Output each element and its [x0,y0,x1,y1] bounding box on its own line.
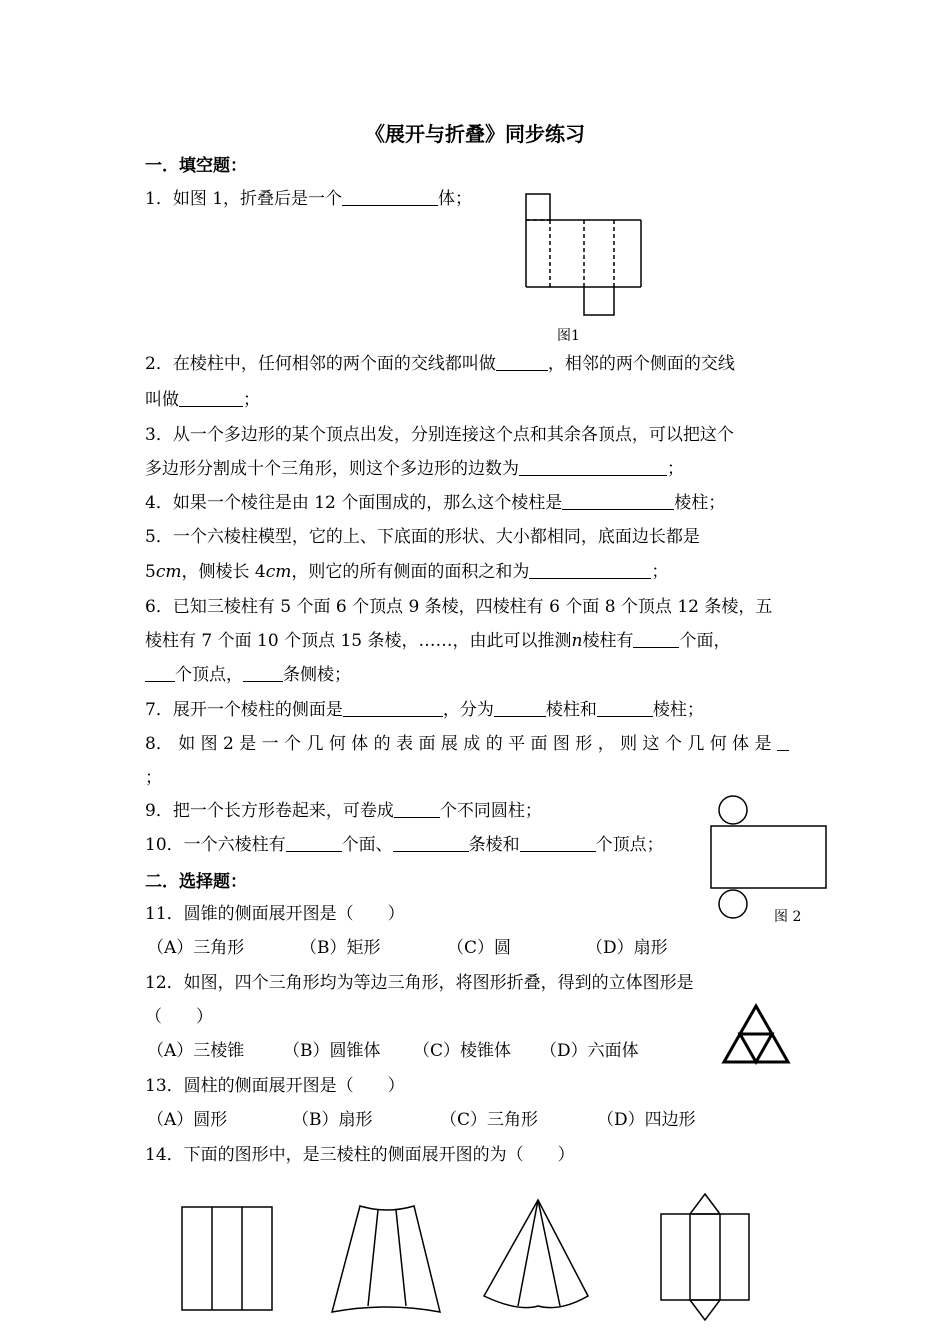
answer-blank[interactable] [777,733,789,751]
q14-figure-b[interactable] [330,1202,445,1314]
answer-blank[interactable] [343,699,443,717]
answer-blank[interactable] [342,188,438,206]
q12-option-a[interactable]: （A）三棱锥 [147,1041,245,1061]
q14-figure-a[interactable] [180,1205,275,1312]
answer-blank[interactable] [496,353,548,371]
answer-blank[interactable] [286,834,342,852]
answer-blank[interactable] [562,492,674,510]
q14-figure-c[interactable] [480,1198,592,1316]
question-5: 5．一个六棱柱模型，它的上、下底面的形状、大小都相同，底面边长都是 [145,527,700,547]
q11-option-d[interactable]: （D）扇形 [586,938,668,958]
answer-blank[interactable] [494,699,546,717]
question-1: 1．如图 1，折叠后是一个 体； [145,189,473,209]
answer-blank[interactable] [529,561,651,579]
question-4: 4．如果一个棱往是由 12 个面围成的，那么这个棱柱是 棱柱； [145,493,726,513]
figure-2-label: 图 2 [774,909,802,925]
q11-option-b[interactable]: （B）矩形 [300,938,381,958]
answer-blank[interactable] [394,800,440,818]
question-14: 14．下面的图形中，是三棱柱的侧面展开图的为（ ） [145,1145,575,1165]
answer-blank[interactable] [393,834,469,852]
q13-option-d[interactable]: （D）四边形 [597,1110,696,1130]
question-11: 11．圆锥的侧面展开图是（ ） [145,904,405,924]
question-12: 12．如图，四个三角形均为等边三角形，将图形折叠，得到的立体图形是 [145,973,694,993]
q11-option-a[interactable]: （A）三角形 [147,938,245,958]
q13-option-c[interactable]: （C）三角形 [440,1110,539,1130]
question-9: 9．把一个长方形卷起来，可卷成 个不同圆柱； [145,801,542,821]
q11-option-c[interactable]: （C）圆 [447,938,512,958]
figure-2-cylinder-net [705,792,835,927]
question-12-paren: （ ） [145,1007,213,1027]
q12-option-c[interactable]: （C）棱锥体 [413,1041,512,1061]
question-3: 3．从一个多边形的某个顶点出发，分别连接这个点和其余各顶点，可以把这个 [145,425,734,445]
question-8-cont: ； [145,768,162,788]
answer-blank[interactable] [243,664,283,682]
answer-blank[interactable] [520,834,596,852]
answer-blank[interactable] [179,389,243,407]
q13-option-a[interactable]: （A）圆形 [147,1110,228,1130]
q14-figure-d[interactable] [658,1190,756,1324]
answer-blank[interactable] [597,699,653,717]
section-fill-blank: 一．填空题： [145,156,247,176]
answer-blank[interactable] [633,630,679,648]
question-2-cont: 叫做 ； [145,390,260,410]
figure-1-net [520,190,650,340]
question-10: 10．一个六棱柱有 个面、 条棱和 个顶点； [145,835,664,855]
q12-option-b[interactable]: （B）圆锥体 [283,1041,381,1061]
triangle-net-figure [720,1002,795,1067]
answer-blank[interactable] [145,664,175,682]
question-8: 8． 如 图 2 是 一 个 几 何 体 的 表 面 展 成 的 平 面 图 形 ， 则 这 个 几 何 体 是 [145,733,789,755]
page-title: 《展开与折叠》同步练习 [365,122,585,146]
section-choice: 二．选择题： [145,872,247,892]
q13-option-b[interactable]: （B）扇形 [292,1110,373,1130]
question-7: 7．展开一个棱柱的侧面是 ，分为 棱柱和 棱柱； [145,700,704,720]
question-6-cont: 棱柱有 7 个面 10 个顶点 15 条棱，……，由此可以推测n棱柱有 个面， [145,631,731,651]
answer-blank[interactable] [519,458,667,476]
question-13: 13．圆柱的侧面展开图是（ ） [145,1076,405,1096]
question-3-cont: 多边形分割成十个三角形，则这个多边形的边数为 ； [145,459,684,479]
q12-option-d[interactable]: （D）六面体 [540,1041,639,1061]
question-6: 6．已知三棱柱有 5 个面 6 个顶点 9 条棱，四棱柱有 6 个面 8 个顶点 12 条棱，五 [145,597,773,617]
figure-1-label: 图1 [557,328,580,344]
question-5-cont: 5cm，侧棱长 4cm，则它的所有侧面的面积之和为 ； [145,562,669,582]
question-6-cont2: 个顶点， 条侧棱； [145,664,351,686]
question-2: 2．在棱柱中，任何相邻的两个面的交线都叫做 ，相邻的两个侧面的交线 [145,354,735,374]
